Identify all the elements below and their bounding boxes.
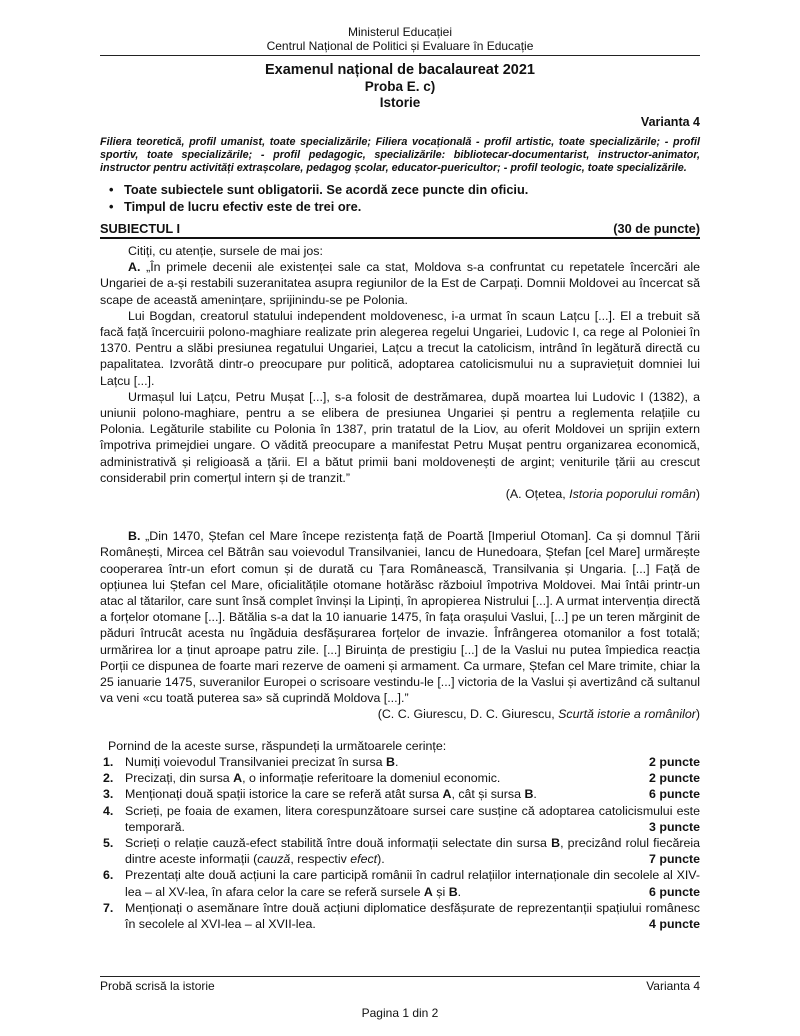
page-footer [100,976,700,1020]
question-points: 4 puncte [649,916,700,931]
source-b-paragraph: B. „Din 1470, Ștefan cel Mare începe rezistența față de Poartă [Imperiul Otoman]. Ca și domnul Țării Românești, Mircea cel Bătrân sau voievodul Transilvaniei, Iancu de Hunedoara, Ștefan [cel Mare] urmărește cooperarea într-un efort comun și de durată cu Țara Românească, Transilvania și Ungaria. [...] Față de opțiunea lui Ștefan cel Mare, oficialitățile otomane hotărăsc războiul împotriva Moldovei. Mai întâi printr-un atac al tătarilor, care sunt însă complet învinși la Lipinți, în apropierea Nistrului [...]. A urmat intervenția directă a forțelor otomane [...]. Bătălia s-a dat la 10 ianuarie 1475, în fața orașului Vaslui, [...] pe un teren mărginit de păduri întrucât acesta nu îngăduia desfășurarea forțelor de invazie. Înfrângerea otomanilor a fost totală; urmărirea lor a ținut aproape patru zile. [...] Biruința de prestigiu [...] de la Vaslui nu putea împiedica reacția Porții ce dispunea de foarte mari rezerve de oameni și armament. Ca urmare, Ștefan cel Mare trimite, chiar la 25 ianuarie 1475, suveranilor Europei o scrisoare vestindu-le [...] victoria de la Vaslui și avertizând că sultanul va veni «cu toată puterea sa» să cuprindă Moldova [...].” [100,529,700,706]
exam-rules [100,182,700,215]
source-b [100,528,700,722]
question-item-4 [100,803,700,835]
question-text: Menționați două spații istorice la care se referă atât sursa A, cât și sursa B. [125,787,537,802]
question-text: Menționați o asemănare între două acțiuni diplomatice desfășurate de reprezentanții spațiului românesc în secolele al XVI-lea – al XVII-lea. [125,900,700,931]
question-item-5 [100,835,700,867]
question-list [100,754,700,932]
question-item-1 [100,754,700,770]
ministry-line: Ministerul Educației [347,25,453,39]
center-line: Centrul Național de Politici și Evaluare în Educație [266,38,534,53]
exam-title: Examenul național de bacalaureat 2021 [265,62,535,78]
source-a-paragraph: A. „În primele decenii ale existenței sale ca stat, Moldova s-a confruntat cu repetatele încercări ale Ungariei de a-și restabili suzeranitatea asupra regiunilor de la Est de Carpați. Domnii Moldovei au încercat să scape de această amenințare, sprijinindu-se pe Polonia. [100,260,700,307]
question-number: 1. [103,754,114,769]
footer-right: Varianta 4 [646,979,700,993]
footer-left: Probă scrisă la istorie [100,979,215,993]
question-item-3 [100,786,700,802]
question-number: 3. [103,787,114,802]
subject-line: Istorie [379,95,421,110]
question-points: 2 puncte [649,771,700,786]
question-item-6 [100,867,700,899]
question-item-2 [100,770,700,786]
question-number: 6. [103,868,114,883]
ministry-header [100,26,700,56]
section-title: SUBIECTUL I [100,221,181,236]
source-a [100,259,700,502]
question-points: 3 puncte [649,819,700,834]
footer-page-number: Pagina 1 din 2 [361,1006,439,1020]
page-header [100,26,700,129]
question-number: 7. [103,900,114,915]
eligibility-note: Filiera teoretică, profil umanist, toate specializările; Filiera vocațională - profil artistic, toate specializările; - profil sportiv, toate specializările; - profil pedagogic, specializările: bibliotecar-documentarist, instructor-animator, instructor pentru activități extrașcolare, pedagog școlar, educator-puericultor; - profil teologic, toate specializările. [100,136,700,174]
question-number: 4. [103,803,114,818]
question-text: Precizați, din sursa A, o informație referitoare la domeniul economic. [125,771,501,786]
sources-intro: Citiți, cu atenție, sursele de mai jos: [128,244,323,258]
question-text: Numiți voievodul Transilvaniei precizat în sursa B. [125,754,399,769]
question-text: Scrieți o relație cauză-efect stabilită între două informații selectate din sursa B, precizând rolul fiecăreia dintre aceste informații (cauză, respectiv efect). [125,835,701,867]
source-a-paragraph: Lui Bogdan, creatorul statului independent moldovenesc, i-a urmat în scaun Lațcu [...]. El a trebuit să facă față încercuirii polono-maghiare realizate prin alegerea regelui Ungariei, Ludovic I, ca rege al Poloniei în 1370. Pentru a slăbi presiunea regatului Ungariei, Lațcu a trecut la catolicism, intrând în legătură directă cu papalitatea. Izvorâtă dintr-o preocupare pur politică, adoptarea catolicismului nu a supraviețuit domniei lui Lațcu [...]. [100,308,700,388]
question-points: 2 puncte [649,754,700,769]
source-b-attribution: (C. C. Giurescu, D. C. Giurescu, Scurtă istorie a românilor) [377,707,700,722]
question-text: Scrieți, pe foaia de examen, litera corespunzătoare sursei care susține că adoptarea catolicismului este temporară. [125,803,700,834]
question-number: 5. [103,835,114,850]
question-item-7 [100,900,700,932]
question-points: 6 puncte [649,787,700,802]
rule-item: • Timpul de lucru efectiv este de trei ore. [100,199,700,216]
questions-prompt: Pornind de la aceste surse, răspundeți la următoarele cerințe: [108,738,447,753]
rule-item: • Toate subiectele sunt obligatorii. Se acordă zece puncte din oficiu. [100,182,700,199]
variant-label: Varianta 4 [640,115,700,129]
question-text: Prezentați alte două acțiuni la care participă românii în cadrul relațiilor internaționale din secolele al XIV-lea – al XV-lea, în afara celor la care se referă sursele A și B. [125,868,700,899]
question-points: 7 puncte [649,852,700,867]
source-a-attribution: (A. Oțetea, Istoria poporului român) [505,487,700,502]
question-number: 2. [103,771,114,786]
footer-rule-line [100,976,700,993]
section-points: (30 de puncte) [613,221,700,236]
source-a-paragraph: Urmașul lui Lațcu, Petru Mușat [...], s-a folosit de destrămarea, după moartea lui Ludovic I (1382), a uniunii polono-maghiare, pentru a se elibera de presiunea Ungariei și pentru a reglementa relațiile cu Polonia. Legăturile stabilite cu Polonia în 1387, prin tratatul de la Liov, au oferit Moldovei un sprijin extern împotriva primejdiei ungare. O vădită preocupare a manifestat Petru Mușat pentru organizarea economică, administrativă și religioasă a țării. El a bătut primii bani moldovenești de argint; veniturile țării au crescut considerabil prin comerțul intern și de tranzit.” [100,389,700,485]
proba-line: Proba E. c) [364,79,436,94]
section-heading [100,221,700,239]
question-points: 6 puncte [649,884,700,899]
